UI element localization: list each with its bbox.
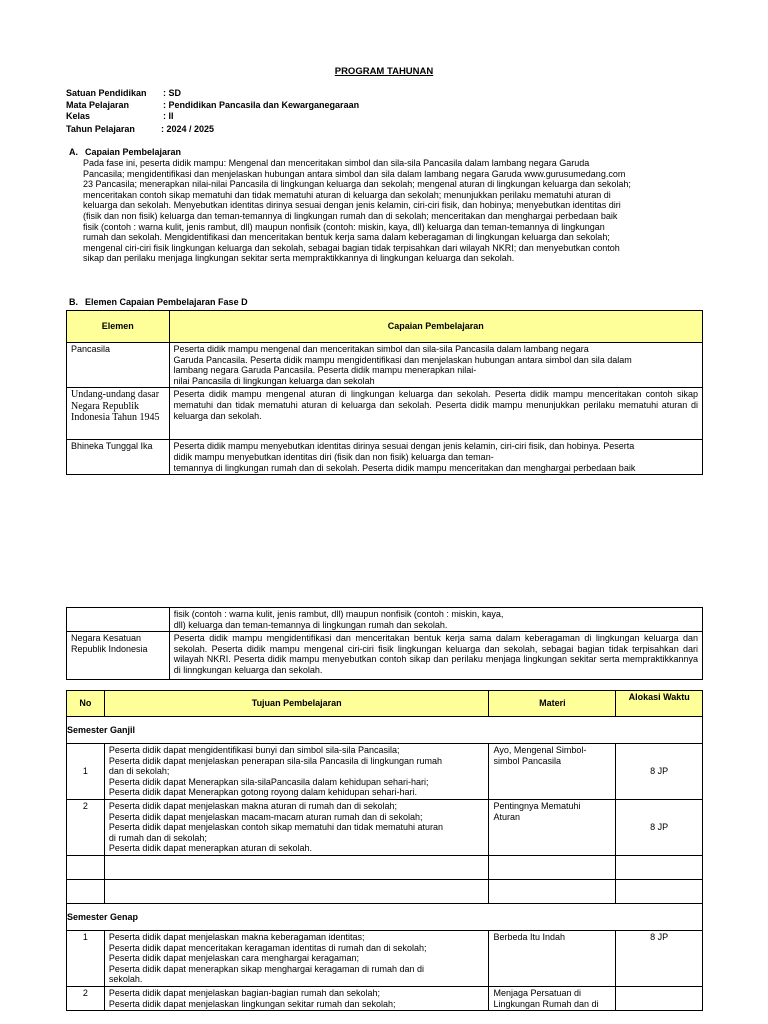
materi-cell xyxy=(489,744,616,800)
table-row xyxy=(67,799,703,855)
tujuan-line: Peserta didik dapat menerapkan sikap menghargai keragaman di rumah dan di xyxy=(108,963,425,974)
empty-row xyxy=(67,879,703,903)
tujuan-line: Peserta didik dapat menceritakan keragaman identitas di rumah dan di sekolah; xyxy=(108,942,427,953)
meta-label: Satuan Pendidikan xyxy=(66,88,147,98)
capaian-paragraph-line: menceritakan contoh sikap mematuhi dan tidak mematuhi aturan di keluarga dan sekolah; menunjukkan perilaku mematuhi aturan di xyxy=(83,189,611,200)
capaian-line: Garuda Pancasila. Peserta didik mampu mengidentifikasi dan menjelaskan hubungan antara simbol dan sila dalam xyxy=(173,354,632,365)
capaian-line: lambang negara Garuda Pancasila. Peserta didik mampu menerapkan nilai- xyxy=(173,365,477,376)
materi-cell xyxy=(489,799,616,855)
section-b-letter: B. xyxy=(69,297,78,307)
empty-cell xyxy=(616,879,703,903)
capaian-line: didik mampu menyebutkan identitas diri (fisik dan non fisik) keluarga dan teman- xyxy=(173,451,494,462)
tujuan-pembelajaran-table xyxy=(66,690,703,1011)
tujuan-cell xyxy=(104,930,489,986)
capaian-paragraph-line: mengenal ciri-ciri fisik lingkungan keluarga dan sekolah, sebagai bagian tidak terpisahkan dari wilayah NKRI; dan menyebutkan contoh xyxy=(83,242,620,253)
meta-value: : II xyxy=(163,111,174,121)
capaian-line: Peserta didik mampu mengenal dan menceritakan simbol dan sila-sila Pancasila dalam lambang negara xyxy=(173,344,589,354)
capaian-paragraph-line: Pada fase ini, peserta didik mampu: Mengenal dan menceritakan simbol dan sila-sila Pancasila dalam lambang negara Garuda xyxy=(83,158,590,168)
meta-value: : Pendidikan Pancasila dan Kewarganegaraan xyxy=(163,100,360,110)
capaian-paragraph-line: Pancasila; mengidentifikasi dan menjelaskan hubungan antara simbol dan sila dalam lambang negara Garuda www.gurusumedang.com xyxy=(83,168,626,179)
elemen-row-uud xyxy=(67,388,703,440)
tujuan-header: Tujuan Pembelajaran xyxy=(104,691,489,717)
materi-header: Materi xyxy=(489,691,616,717)
no-header: No xyxy=(67,691,105,717)
materi-line: Menjaga Persatuan di xyxy=(493,987,582,998)
capaian-line: Peserta didik mampu menyebutkan identitas dirinya sesuai dengan jenis kelamin, ciri-ciri fisik, dan hobinya. Peserta xyxy=(173,441,635,452)
materi-line: simbol Pancasila xyxy=(493,755,562,766)
empty-cell xyxy=(489,879,616,903)
alokasi-cell: 8 JP xyxy=(616,799,703,855)
alokasi-cell xyxy=(616,986,703,1010)
materi-cell xyxy=(489,930,616,986)
row-number: 2 xyxy=(67,986,105,1010)
elemen-cell: Undang-undang dasar Negara Republik Indonesia Tahun 1945 xyxy=(67,388,170,440)
materi-line: Berbeda Itu Indah xyxy=(493,931,566,942)
materi-line: Lingkungan Rumah dan di xyxy=(493,998,599,1009)
empty-cell xyxy=(67,879,105,903)
tujuan-line: Peserta didik dapat menjelaskan cara menghargai keragaman; xyxy=(108,953,359,964)
alokasi-cell: 8 JP xyxy=(616,930,703,986)
materi-cell xyxy=(489,986,616,1010)
capaian-cell: Peserta didik mampu mengenal aturan di lingkungan keluarga dan sekolah. Peserta didik mampu menceritakan contoh sikap mematuhi dan tidak mematuhi aturan di keluarga dan sekolah. Peserta didik mampu menunjukkan perilaku mematuhi aturan di keluarga dan sekolah. xyxy=(169,388,702,440)
section-a-heading xyxy=(69,147,181,158)
capaian-cell: Peserta didik mampu mengidentifikasi dan menceritakan bentuk kerja sama dalam keberagaman di lingkungan keluarga dan sekolah. Peserta didik mampu mengenal ciri-ciri fisik lingkungan keluarga dan sekolah, sebagai bagian tidak terpisahkan dari wilayah NKRI. Peserta didik mampu menyebutkan contoh sikap dan perilaku menjaga lingkungan sekitar serta mempraktikkannya di linngkungan keluarga dan sekolah. xyxy=(169,632,702,680)
materi-line: Aturan xyxy=(493,811,521,822)
tujuan-line: Peserta didik dapat menjelaskan penerapan sila-sila Pancasila di lingkungan rumah xyxy=(108,755,443,766)
materi-line: Pentingnya Mematuhi xyxy=(493,800,581,811)
elemen-row-nkri xyxy=(67,632,703,680)
tujuan-line: Peserta didik dapat menjelaskan makna keberagaman identitas; xyxy=(108,931,365,942)
meta-label: Tahun Pelajaran xyxy=(66,124,135,134)
elemen-table-continued xyxy=(66,607,703,680)
tujuan-line: Peserta didik dapat menjelaskan bagian-bagian rumah dan sekolah; xyxy=(108,987,381,998)
section-b-title: Elemen Capaian Pembelajaran Fase D xyxy=(85,297,248,307)
row-number: 1 xyxy=(67,744,105,800)
table-row xyxy=(67,986,703,1010)
empty-cell xyxy=(104,879,489,903)
section-a-letter: A. xyxy=(69,147,78,157)
meta-label: Kelas xyxy=(66,111,91,121)
capaian-paragraph-line: keluarga dan sekolah. Menyebutkan identitas dirinya sesuai dengan jenis kelamin, ciri-ciri fisik, dan hobinya; menyebutkan identitas diri xyxy=(83,200,621,211)
capaian-paragraph-line: sikap dan perilaku menjaga lingkungan sekitar serta mempraktikkannya di lingkungan keluarga dan sekolah. xyxy=(83,253,515,264)
tujuan-cell xyxy=(104,986,489,1010)
elemen-row-continued xyxy=(67,608,703,632)
tujuan-line: Peserta didik dapat mengidentifikasi bunyi dan simbol sila-sila Pancasila; xyxy=(108,745,400,755)
table-row xyxy=(67,744,703,800)
meta-label: Mata Pelajaran xyxy=(66,100,130,110)
capaian-cell xyxy=(169,440,702,475)
elemen-cell: Pancasila xyxy=(67,343,170,388)
tujuan-line: dan di sekolah; xyxy=(108,766,170,777)
tujuan-line: Peserta didik dapat menjelaskan lingkungan sekitar rumah dan sekolah; xyxy=(108,998,396,1009)
capaian-pembelajaran-text xyxy=(83,158,703,264)
tujuan-line: Peserta didik dapat Menerapkan gotong royong dalam kehidupan sehari-hari. xyxy=(108,787,418,798)
materi-line: Ayo, Mengenal Simbol- xyxy=(493,745,587,755)
page-title: PROGRAM TAHUNAN xyxy=(334,66,434,77)
tujuan-line: Peserta didik dapat menjelaskan makna aturan di rumah dan di sekolah; xyxy=(108,800,398,811)
capaian-line: temannya di lingkungan rumah dan di sekolah. Peserta didik mampu menceritakan dan menghargai perbedaan baik xyxy=(173,462,636,473)
semester-genap-row xyxy=(67,903,703,930)
table-row xyxy=(67,930,703,986)
elemen-row-pancasila xyxy=(67,343,703,388)
elemen-cell: Bhineka Tunggal Ika xyxy=(67,440,170,475)
semester-genap-label: Semester Genap xyxy=(67,903,703,930)
elemen-table xyxy=(66,310,703,475)
tujuan-line: Peserta didik dapat menerapkan aturan di sekolah. xyxy=(108,843,312,854)
capaian-line: nilai Pancasila di lingkungan keluarga dan sekolah xyxy=(173,375,375,386)
empty-cell xyxy=(104,855,489,879)
empty-cell xyxy=(489,855,616,879)
tujuan-line: di rumah dan di sekolah; xyxy=(108,832,207,843)
tujuan-cell xyxy=(104,799,489,855)
capaian-line: dll) keluarga dan teman-temannya di lingkungan rumah dan sekolah. xyxy=(173,619,448,630)
tujuan-line: Peserta didik dapat menjelaskan macam-macam aturan rumah dan di sekolah; xyxy=(108,811,423,822)
capaian-paragraph-line: (fisik dan non fisik) keluarga dan teman-temannya di lingkungan rumah dan di sekolah; menceritakan dan menghargai perbedaan baik xyxy=(83,210,618,221)
row-number: 1 xyxy=(67,930,105,986)
elemen-row-bhineka xyxy=(67,440,703,475)
elemen-header: Elemen xyxy=(67,311,170,343)
empty-row xyxy=(67,855,703,879)
capaian-paragraph-line: 23 Pancasila; menerapkan nilai-nilai Pancasila di lingkungan keluarga dan sekolah; mengenal aturan di lingkungan keluarga dan sekolah; xyxy=(83,179,631,190)
semester-ganjil-label: Semester Ganjil xyxy=(67,717,703,744)
semester-ganjil-row xyxy=(67,717,703,744)
capaian-header: Capaian Pembelajaran xyxy=(169,311,702,343)
tujuan-cell xyxy=(104,744,489,800)
capaian-paragraph-line: rumah dan sekolah. Mengidentifikasi dan menceritakan bentuk kerja sama dalam keberagaman di lingkungan keluarga dan sekolah; xyxy=(83,232,610,243)
section-b-heading xyxy=(69,297,248,308)
meta-value: : 2024 / 2025 xyxy=(161,124,215,134)
capaian-cell xyxy=(169,343,702,388)
capaian-paragraph-line: fisik (contoh : warna kulit, jenis rambut, dll) maupun nonfisik (contoh: miskin, kaya, dll) keluarga dan teman-temannya di lingkungan xyxy=(83,221,605,232)
empty-cell xyxy=(67,855,105,879)
tujuan-line: sekolah. xyxy=(108,974,143,985)
row-number: 2 xyxy=(67,799,105,855)
tujuan-line: Peserta didik dapat Menerapkan sila-silaPancasila dalam kehidupan sehari-hari; xyxy=(108,776,429,787)
section-a-title: Capaian Pembelajaran xyxy=(85,147,182,157)
elemen-cell-empty xyxy=(67,608,170,632)
empty-cell xyxy=(616,855,703,879)
elemen-cell: Negara Kesatuan Republik Indonesia xyxy=(67,632,170,680)
meta-value: : SD xyxy=(163,88,181,98)
tujuan-line: Peserta didik dapat menjelaskan contoh sikap mematuhi dan tidak mematuhi aturan xyxy=(108,822,444,833)
capaian-cell xyxy=(169,608,702,632)
capaian-line: fisik (contoh : warna kulit, jenis rambut, dll) maupun nonfisik (contoh : miskin, kaya, xyxy=(173,609,504,619)
alokasi-header: Alokasi Waktu xyxy=(616,691,703,717)
alokasi-cell: 8 JP xyxy=(616,744,703,800)
